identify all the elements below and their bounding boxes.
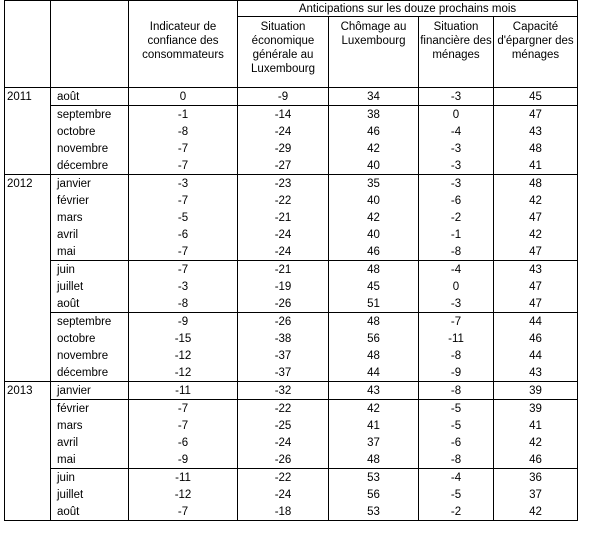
financial-situation-value: -7 xyxy=(419,313,494,331)
economic-situation-value: -26 xyxy=(238,295,329,313)
year-cell xyxy=(5,261,51,279)
financial-situation-value: -8 xyxy=(419,451,494,469)
economic-situation-value: -24 xyxy=(238,434,329,451)
table-row xyxy=(5,313,578,331)
month-cell: avril xyxy=(51,226,129,243)
indicator-value: -8 xyxy=(129,123,238,140)
month-cell: août xyxy=(51,295,129,313)
year-cell xyxy=(5,400,51,418)
month-cell: décembre xyxy=(51,157,129,175)
economic-situation-value: -24 xyxy=(238,123,329,140)
month-cell: février xyxy=(51,400,129,418)
table-row xyxy=(5,278,578,295)
month-cell: mai xyxy=(51,243,129,261)
unemployment-value: 46 xyxy=(329,243,419,261)
unemployment-value: 40 xyxy=(329,157,419,175)
year-cell xyxy=(5,330,51,347)
savings-capacity-value: 48 xyxy=(494,140,578,157)
financial-situation-value: 0 xyxy=(419,106,494,124)
savings-capacity-value: 46 xyxy=(494,330,578,347)
year-cell xyxy=(5,295,51,313)
table-row xyxy=(5,123,578,140)
financial-situation-value: -8 xyxy=(419,243,494,261)
savings-capacity-value: 42 xyxy=(494,226,578,243)
indicator-value: -3 xyxy=(129,175,238,193)
year-cell xyxy=(5,451,51,469)
indicator-value: -7 xyxy=(129,503,238,521)
economic-situation-value: -21 xyxy=(238,209,329,226)
column-header-economic-situation: Situation économique générale au Luxembourg xyxy=(238,17,329,88)
financial-situation-value: -11 xyxy=(419,330,494,347)
savings-capacity-value: 42 xyxy=(494,192,578,209)
economic-situation-value: -24 xyxy=(238,226,329,243)
month-cell: juillet xyxy=(51,278,129,295)
unemployment-value: 53 xyxy=(329,469,419,487)
savings-capacity-value: 42 xyxy=(494,503,578,521)
savings-capacity-value: 37 xyxy=(494,486,578,503)
table-row xyxy=(5,88,578,106)
indicator-value: -7 xyxy=(129,243,238,261)
corner-cell-indicator xyxy=(129,1,238,17)
unemployment-value: 48 xyxy=(329,451,419,469)
month-cell: octobre xyxy=(51,330,129,347)
savings-capacity-value: 42 xyxy=(494,434,578,451)
table-row xyxy=(5,382,578,400)
unemployment-value: 44 xyxy=(329,364,419,382)
year-cell xyxy=(5,469,51,487)
economic-situation-value: -9 xyxy=(238,88,329,106)
financial-situation-value: -4 xyxy=(419,123,494,140)
indicator-value: -11 xyxy=(129,382,238,400)
economic-situation-value: -19 xyxy=(238,278,329,295)
year-cell xyxy=(5,278,51,295)
economic-situation-value: -24 xyxy=(238,243,329,261)
economic-situation-value: -24 xyxy=(238,486,329,503)
savings-capacity-value: 44 xyxy=(494,313,578,331)
header-blank-month xyxy=(51,17,129,88)
economic-situation-value: -32 xyxy=(238,382,329,400)
indicator-value: -7 xyxy=(129,417,238,434)
savings-capacity-value: 48 xyxy=(494,175,578,193)
savings-capacity-value: 41 xyxy=(494,417,578,434)
year-cell xyxy=(5,486,51,503)
month-cell: septembre xyxy=(51,313,129,331)
year-cell xyxy=(5,192,51,209)
savings-capacity-value: 36 xyxy=(494,469,578,487)
table-row xyxy=(5,243,578,261)
economic-situation-value: -26 xyxy=(238,451,329,469)
year-cell xyxy=(5,106,51,124)
month-cell: décembre xyxy=(51,364,129,382)
financial-situation-value: -5 xyxy=(419,417,494,434)
table-row xyxy=(5,226,578,243)
table-row xyxy=(5,417,578,434)
savings-capacity-value: 47 xyxy=(494,106,578,124)
year-cell xyxy=(5,123,51,140)
table-row xyxy=(5,469,578,487)
table-row xyxy=(5,261,578,279)
unemployment-value: 48 xyxy=(329,347,419,364)
table-row xyxy=(5,400,578,418)
unemployment-value: 35 xyxy=(329,175,419,193)
financial-situation-value: 0 xyxy=(419,278,494,295)
unemployment-value: 53 xyxy=(329,503,419,521)
financial-situation-value: -5 xyxy=(419,486,494,503)
financial-situation-value: -6 xyxy=(419,192,494,209)
unemployment-value: 42 xyxy=(329,209,419,226)
economic-situation-value: -37 xyxy=(238,347,329,364)
corner-cell-year xyxy=(5,1,51,17)
indicator-value: -12 xyxy=(129,486,238,503)
year-cell xyxy=(5,157,51,175)
year-cell xyxy=(5,243,51,261)
indicator-value: -3 xyxy=(129,278,238,295)
consumer-confidence-table xyxy=(4,0,578,521)
column-header-indicator: Indicateur de confiance des consommateurs xyxy=(129,17,238,88)
table-row xyxy=(5,347,578,364)
economic-situation-value: -27 xyxy=(238,157,329,175)
economic-situation-value: -22 xyxy=(238,400,329,418)
financial-situation-value: -9 xyxy=(419,364,494,382)
financial-situation-value: -3 xyxy=(419,140,494,157)
indicator-value: -12 xyxy=(129,364,238,382)
economic-situation-value: -38 xyxy=(238,330,329,347)
column-header-savings-capacity: Capacité d'épargner des ménages xyxy=(494,17,578,88)
indicator-value: 0 xyxy=(129,88,238,106)
year-cell xyxy=(5,347,51,364)
indicator-value: -8 xyxy=(129,295,238,313)
financial-situation-value: -4 xyxy=(419,261,494,279)
financial-situation-value: -3 xyxy=(419,88,494,106)
savings-capacity-value: 39 xyxy=(494,400,578,418)
month-cell: août xyxy=(51,503,129,521)
savings-capacity-value: 46 xyxy=(494,451,578,469)
year-cell xyxy=(5,364,51,382)
unemployment-value: 42 xyxy=(329,140,419,157)
table-row xyxy=(5,192,578,209)
year-cell xyxy=(5,140,51,157)
table-row xyxy=(5,364,578,382)
financial-situation-value: -3 xyxy=(419,175,494,193)
table-row xyxy=(5,295,578,313)
savings-capacity-value: 43 xyxy=(494,261,578,279)
financial-situation-value: -8 xyxy=(419,382,494,400)
economic-situation-value: -18 xyxy=(238,503,329,521)
year-cell xyxy=(5,226,51,243)
unemployment-value: 43 xyxy=(329,382,419,400)
financial-situation-value: -6 xyxy=(419,434,494,451)
month-cell: janvier xyxy=(51,175,129,193)
unemployment-value: 48 xyxy=(329,313,419,331)
header-blank-year xyxy=(5,17,51,88)
year-cell xyxy=(5,313,51,331)
anticipations-group-header: Anticipations sur les douze prochains mois xyxy=(238,1,578,17)
corner-cell-month xyxy=(51,1,129,17)
table-row xyxy=(5,175,578,193)
financial-situation-value: -2 xyxy=(419,503,494,521)
unemployment-value: 48 xyxy=(329,261,419,279)
table-row xyxy=(5,503,578,521)
economic-situation-value: -25 xyxy=(238,417,329,434)
month-cell: septembre xyxy=(51,106,129,124)
month-cell: octobre xyxy=(51,123,129,140)
economic-situation-value: -14 xyxy=(238,106,329,124)
financial-situation-value: -5 xyxy=(419,400,494,418)
month-cell: avril xyxy=(51,434,129,451)
unemployment-value: 40 xyxy=(329,226,419,243)
unemployment-value: 42 xyxy=(329,400,419,418)
table-row xyxy=(5,106,578,124)
month-cell: février xyxy=(51,192,129,209)
month-cell: juin xyxy=(51,469,129,487)
header-group-row xyxy=(5,1,578,17)
column-header-financial-situation: Situation financière des ménages xyxy=(419,17,494,88)
indicator-value: -7 xyxy=(129,157,238,175)
column-header-unemployment: Chômage au Luxembourg xyxy=(329,17,419,88)
year-cell xyxy=(5,503,51,521)
economic-situation-value: -29 xyxy=(238,140,329,157)
unemployment-value: 41 xyxy=(329,417,419,434)
financial-situation-value: -1 xyxy=(419,226,494,243)
indicator-value: -5 xyxy=(129,209,238,226)
indicator-value: -7 xyxy=(129,400,238,418)
year-cell: 2012 xyxy=(5,175,51,193)
unemployment-value: 34 xyxy=(329,88,419,106)
unemployment-value: 45 xyxy=(329,278,419,295)
table-row xyxy=(5,330,578,347)
month-cell: juin xyxy=(51,261,129,279)
month-cell: janvier xyxy=(51,382,129,400)
table-row xyxy=(5,451,578,469)
table-row xyxy=(5,209,578,226)
savings-capacity-value: 43 xyxy=(494,123,578,140)
indicator-value: -9 xyxy=(129,451,238,469)
savings-capacity-value: 44 xyxy=(494,347,578,364)
financial-situation-value: -2 xyxy=(419,209,494,226)
financial-situation-value: -8 xyxy=(419,347,494,364)
indicator-value: -7 xyxy=(129,140,238,157)
financial-situation-value: -4 xyxy=(419,469,494,487)
savings-capacity-value: 47 xyxy=(494,209,578,226)
year-cell: 2013 xyxy=(5,382,51,400)
indicator-value: -6 xyxy=(129,434,238,451)
indicator-value: -7 xyxy=(129,192,238,209)
year-cell xyxy=(5,417,51,434)
economic-situation-value: -26 xyxy=(238,313,329,331)
month-cell: novembre xyxy=(51,347,129,364)
table-row xyxy=(5,486,578,503)
economic-situation-value: -22 xyxy=(238,192,329,209)
unemployment-value: 51 xyxy=(329,295,419,313)
economic-situation-value: -23 xyxy=(238,175,329,193)
year-cell: 2011 xyxy=(5,88,51,106)
unemployment-value: 46 xyxy=(329,123,419,140)
indicator-value: -15 xyxy=(129,330,238,347)
year-cell xyxy=(5,209,51,226)
table-row xyxy=(5,434,578,451)
month-cell: novembre xyxy=(51,140,129,157)
indicator-value: -11 xyxy=(129,469,238,487)
savings-capacity-value: 47 xyxy=(494,278,578,295)
savings-capacity-value: 45 xyxy=(494,88,578,106)
indicator-value: -1 xyxy=(129,106,238,124)
savings-capacity-value: 41 xyxy=(494,157,578,175)
unemployment-value: 38 xyxy=(329,106,419,124)
table-row xyxy=(5,140,578,157)
year-cell xyxy=(5,434,51,451)
header-columns-row xyxy=(5,17,578,88)
month-cell: août xyxy=(51,88,129,106)
economic-situation-value: -22 xyxy=(238,469,329,487)
table-row xyxy=(5,157,578,175)
savings-capacity-value: 47 xyxy=(494,243,578,261)
indicator-value: -6 xyxy=(129,226,238,243)
month-cell: mars xyxy=(51,417,129,434)
unemployment-value: 56 xyxy=(329,486,419,503)
month-cell: mai xyxy=(51,451,129,469)
economic-situation-value: -37 xyxy=(238,364,329,382)
indicator-value: -12 xyxy=(129,347,238,364)
month-cell: mars xyxy=(51,209,129,226)
financial-situation-value: -3 xyxy=(419,157,494,175)
financial-situation-value: -3 xyxy=(419,295,494,313)
indicator-value: -9 xyxy=(129,313,238,331)
unemployment-value: 37 xyxy=(329,434,419,451)
economic-situation-value: -21 xyxy=(238,261,329,279)
unemployment-value: 56 xyxy=(329,330,419,347)
month-cell: juillet xyxy=(51,486,129,503)
unemployment-value: 40 xyxy=(329,192,419,209)
savings-capacity-value: 43 xyxy=(494,364,578,382)
indicator-value: -7 xyxy=(129,261,238,279)
savings-capacity-value: 39 xyxy=(494,382,578,400)
savings-capacity-value: 47 xyxy=(494,295,578,313)
